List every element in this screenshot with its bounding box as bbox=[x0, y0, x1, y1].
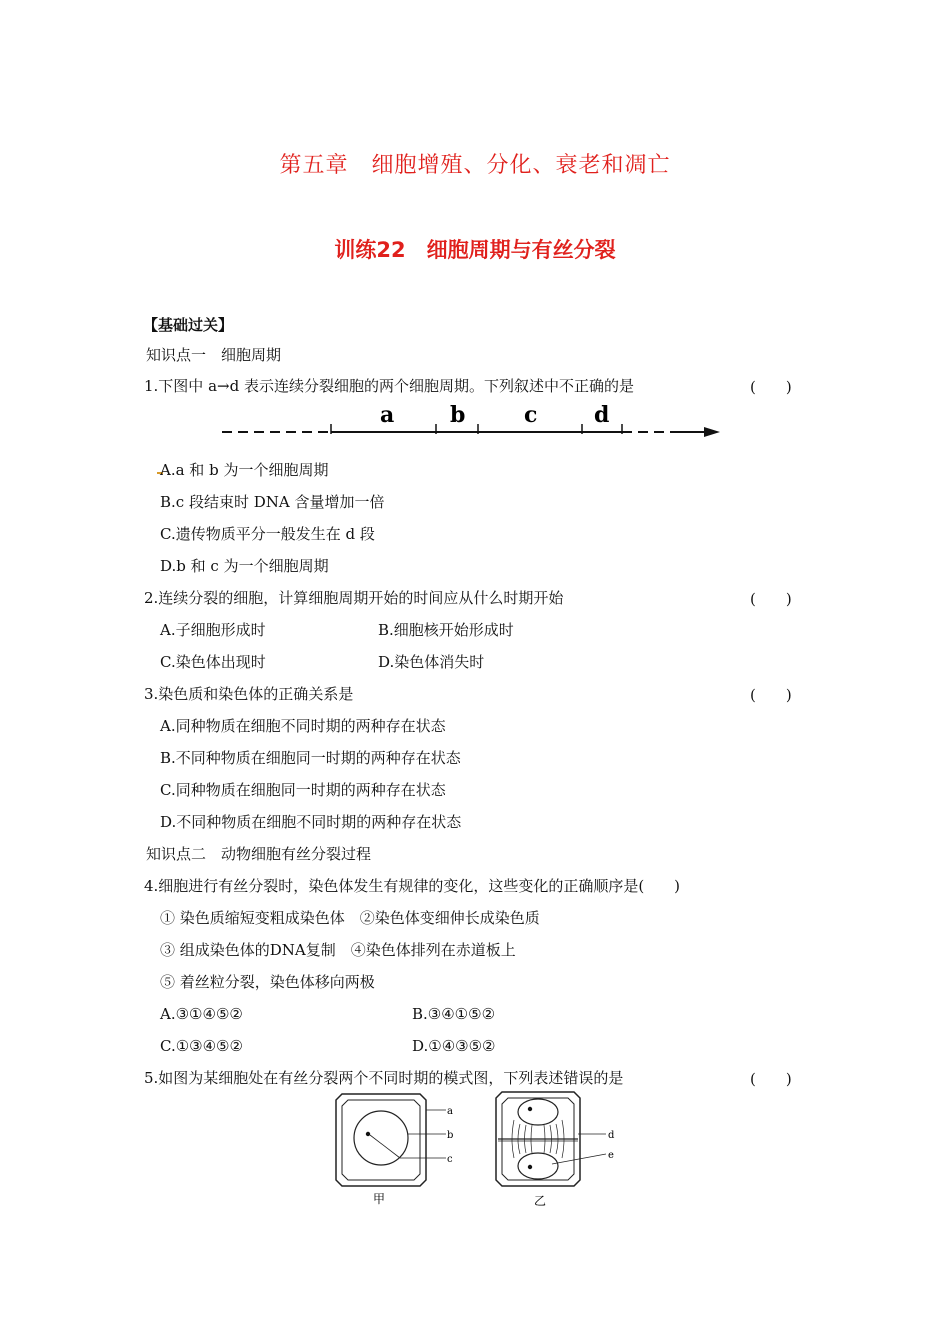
q1-answer-paren: ( ) bbox=[750, 378, 792, 396]
segment-label-d: d bbox=[594, 402, 610, 428]
segment-label-c: c bbox=[524, 402, 538, 428]
knowledge-point-2: 知识点二 动物细胞有丝分裂过程 bbox=[146, 845, 372, 863]
leader-e bbox=[552, 1154, 606, 1164]
chapter-title: 第五章 细胞增殖、分化、衰老和凋亡 bbox=[279, 153, 671, 178]
segment-label-b: b bbox=[450, 402, 466, 428]
caption-jia: 甲 bbox=[373, 1192, 386, 1206]
label-a: a bbox=[447, 1106, 453, 1117]
q4-item-3: ⑤ 着丝粒分裂，染色体移向两极 bbox=[160, 973, 375, 991]
q1-option-a: A.a 和 b 为一个细胞周期 bbox=[160, 461, 329, 479]
daughter-nucleus-top bbox=[518, 1099, 558, 1125]
cell-wall-outer bbox=[336, 1094, 426, 1186]
q2-stem: 2.连续分裂的细胞，计算细胞周期开始的时间应从什么时期开始 bbox=[144, 589, 564, 607]
lesson-title: 训练22 细胞周期与有丝分裂 bbox=[334, 238, 616, 262]
q4-option-a: A.③①④⑤② bbox=[160, 1005, 243, 1023]
nucleolus-bottom bbox=[528, 1165, 532, 1169]
q3-option-c: C.同种物质在细胞同一时期的两种存在状态 bbox=[160, 781, 446, 799]
nucleolus bbox=[366, 1132, 370, 1136]
label-d: d bbox=[608, 1130, 615, 1141]
q4-stem: 4.细胞进行有丝分裂时，染色体发生有规律的变化，这些变化的正确顺序是( ) bbox=[144, 877, 681, 895]
q4-item-2: ③ 组成染色体的DNA复制 ④染色体排列在赤道板上 bbox=[160, 941, 516, 959]
label-c: c bbox=[447, 1154, 453, 1165]
q3-option-a: A.同种物质在细胞不同时期的两种存在状态 bbox=[160, 717, 446, 735]
q2-option-b: B.细胞核开始形成时 bbox=[378, 621, 514, 639]
leader-c-inner bbox=[370, 1135, 400, 1158]
q2-option-a: A.子细胞形成时 bbox=[160, 621, 266, 639]
cell-cycle-timeline bbox=[218, 398, 728, 444]
q5-answer-paren: ( ) bbox=[750, 1070, 792, 1088]
q3-stem: 3.染色质和染色体的正确关系是 bbox=[144, 685, 354, 703]
daughter-nucleus-bottom bbox=[518, 1153, 558, 1179]
q1-option-c: C.遗传物质平分一般发生在 d 段 bbox=[160, 525, 375, 543]
q3-answer-paren: ( ) bbox=[750, 686, 792, 704]
q2-option-d: D.染色体消失时 bbox=[378, 653, 485, 671]
caption-yi: 乙 bbox=[534, 1194, 547, 1208]
q4-option-b: B.③④①⑤② bbox=[412, 1005, 496, 1023]
q2-option-c: C.染色体出现时 bbox=[160, 653, 266, 671]
q5-stem: 5.如图为某细胞处在有丝分裂两个不同时期的模式图，下列表述错误的是 bbox=[144, 1069, 624, 1087]
q1-option-b: B.c 段结束时 DNA 含量增加一倍 bbox=[160, 493, 385, 511]
q4-option-d: D.①④③⑤② bbox=[412, 1037, 496, 1055]
segment-label-a: a bbox=[380, 402, 395, 428]
label-e: e bbox=[608, 1150, 614, 1161]
section-label: 【基础过关】 bbox=[143, 316, 234, 334]
timeline-arrowhead bbox=[704, 427, 720, 437]
knowledge-point-1: 知识点一 细胞周期 bbox=[146, 346, 282, 364]
q4-option-c: C.①③④⑤② bbox=[160, 1037, 243, 1055]
q3-option-d: D.不同种物质在细胞不同时期的两种存在状态 bbox=[160, 813, 462, 831]
nucleolus-top bbox=[528, 1107, 532, 1111]
q2-answer-paren: ( ) bbox=[750, 590, 792, 608]
nucleus bbox=[354, 1111, 408, 1165]
q4-item-1: ① 染色质缩短变粗成染色体 ②染色体变细伸长成染色质 bbox=[160, 909, 540, 927]
label-b: b bbox=[447, 1130, 454, 1141]
q1-option-d: D.b 和 c 为一个细胞周期 bbox=[160, 557, 329, 575]
figure-yi bbox=[490, 1088, 630, 1210]
figure-jia bbox=[330, 1090, 470, 1210]
q3-option-b: B.不同种物质在细胞同一时期的两种存在状态 bbox=[160, 749, 461, 767]
q1-stem: 1.下图中 a→d 表示连续分裂细胞的两个细胞周期。下列叙述中不正确的是 bbox=[144, 377, 634, 395]
